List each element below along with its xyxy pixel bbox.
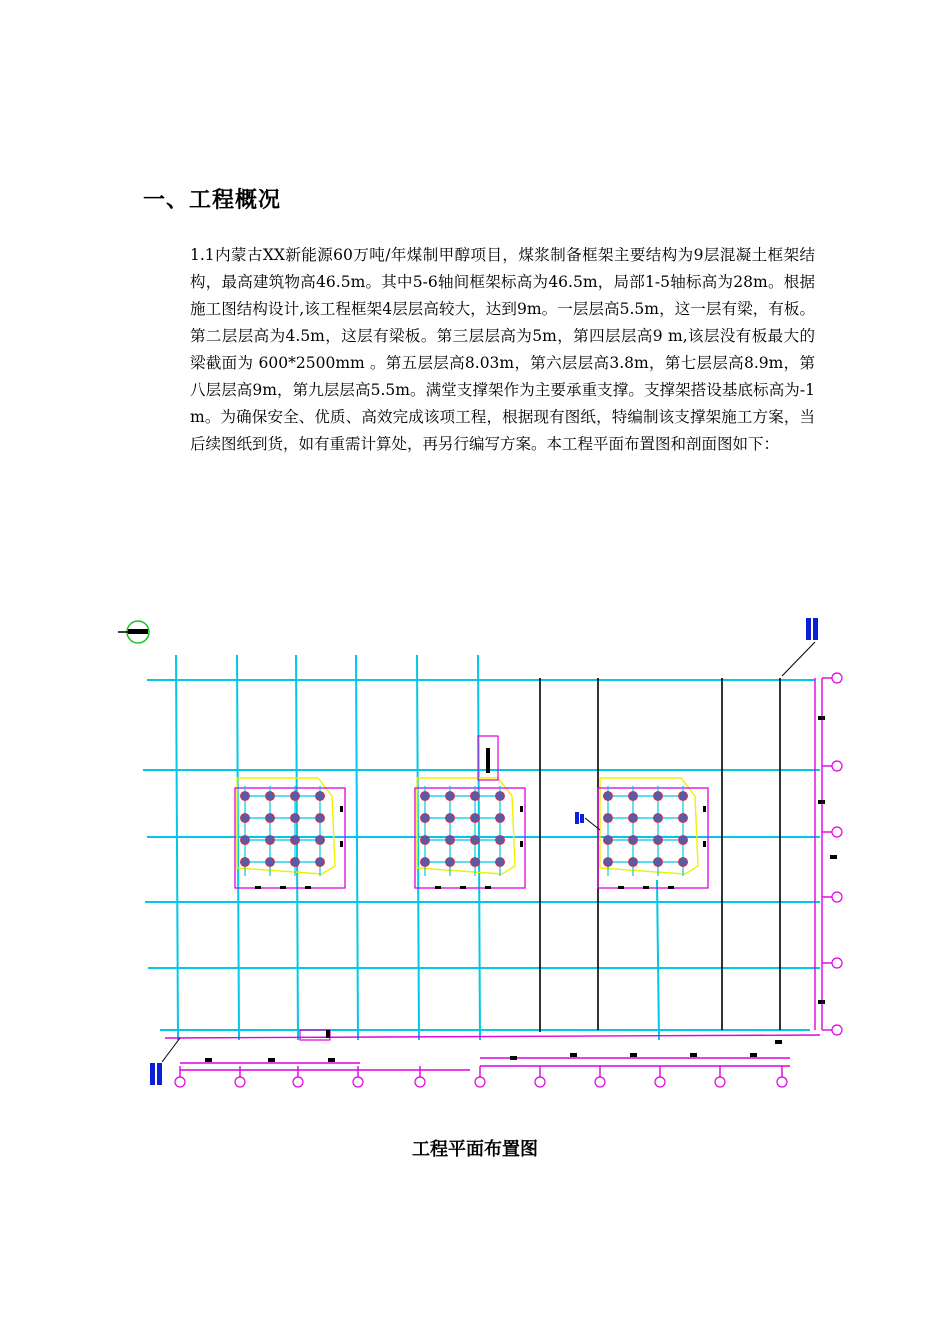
grid-line: [657, 880, 659, 1040]
column: [629, 858, 638, 867]
column: [471, 792, 480, 801]
frame: [300, 1030, 330, 1040]
column: [471, 858, 480, 867]
tick: [340, 806, 343, 812]
tick: [340, 841, 343, 847]
section-heading: 一、工程概况: [143, 188, 282, 213]
axis-bubble: [175, 1077, 185, 1087]
tick: [830, 855, 837, 859]
tick: [326, 1030, 330, 1038]
tick: [328, 1058, 335, 1062]
column: [446, 792, 455, 801]
tick: [643, 886, 649, 889]
column: [266, 858, 275, 867]
axis-bubble: [715, 1077, 725, 1087]
dark-grid-lines: [540, 678, 780, 1032]
figure-caption: 工程平面布置图: [412, 1139, 538, 1160]
tick: [520, 806, 523, 812]
column: [421, 858, 430, 867]
column: [446, 836, 455, 845]
tick: [618, 886, 624, 889]
column: [496, 792, 505, 801]
tick: [268, 1058, 275, 1062]
axis-bubble: [475, 1077, 485, 1087]
column: [446, 858, 455, 867]
column: [446, 814, 455, 823]
column: [629, 836, 638, 845]
tick: [703, 806, 706, 812]
tick: [255, 886, 261, 889]
grid-line: [296, 655, 298, 1040]
column: [679, 792, 688, 801]
tick: [205, 1058, 212, 1062]
column: [471, 836, 480, 845]
column: [629, 814, 638, 823]
grid-line: [478, 655, 480, 1040]
axis-bubble: [832, 958, 842, 968]
column: [291, 858, 300, 867]
column: [654, 792, 663, 801]
grid-line: [176, 655, 178, 1040]
axis-bubble: [353, 1077, 363, 1087]
equipment-block: [235, 778, 345, 889]
tick: [818, 1000, 825, 1004]
column: [654, 858, 663, 867]
column: [654, 836, 663, 845]
axis-bubble: [777, 1077, 787, 1087]
column: [604, 858, 613, 867]
column: [241, 814, 250, 823]
column: [241, 858, 250, 867]
column: [291, 836, 300, 845]
column: [629, 792, 638, 801]
tick: [305, 886, 311, 889]
column: [291, 814, 300, 823]
axis-bubble: [832, 827, 842, 837]
tick: [486, 748, 490, 773]
column: [471, 814, 480, 823]
tick: [690, 1053, 697, 1057]
column: [496, 836, 505, 845]
column: [316, 792, 325, 801]
axis-bubble: [293, 1077, 303, 1087]
tick: [818, 716, 825, 720]
column: [496, 814, 505, 823]
equipment-blocks: [235, 736, 708, 1040]
tick: [460, 886, 466, 889]
plan-drawing: [110, 595, 860, 1115]
small-marker-icon: [575, 812, 600, 830]
column: [421, 814, 430, 823]
tick: [280, 886, 286, 889]
overview-paragraph: 1.1内蒙古XX新能源60万吨/年煤制甲醇项目，煤浆制备框架主要结构为9层混凝土框架结构，最高建筑物高46.5m。其中5-6轴间框架标高为46.5m，局部1-5轴标高为28m。根据施工图结构设计,该工程框架4层层高较大，达到9m。一层层高5.5m，这一层有梁，有板。第二层层高为4.5m，这层有梁板。第三层层高为5m，第四层层高9 m,该层没有板最大的梁截面为 600*2500mm 。第五层层高8.03m，第六层层高3.8m，第七层层高8.9m，第八层层高9m，第九层层高5.5m。满堂支撑架作为主要承重支撑。支撑架搭设基底标高为-1m。为确保安全、优质、高效完成该项工程，根据现有图纸，特编制该支撑架施工方案，当后续图纸到货，如有重需计算处，再另行编写方案。本工程平面布置图和剖面图如下：: [190, 246, 815, 453]
column: [604, 814, 613, 823]
column: [496, 858, 505, 867]
column: [316, 814, 325, 823]
tick: [630, 1053, 637, 1057]
equipment-block: [415, 778, 525, 889]
column: [421, 792, 430, 801]
column: [316, 858, 325, 867]
dimension-ticks: [205, 716, 837, 1062]
axis-bubble: [415, 1077, 425, 1087]
tick: [435, 886, 441, 889]
column: [604, 792, 613, 801]
tick: [750, 1053, 757, 1057]
equipment-block: [598, 778, 708, 889]
tick: [703, 841, 706, 847]
axis-bubble: [655, 1077, 665, 1087]
column: [604, 836, 613, 845]
column: [316, 836, 325, 845]
tick: [510, 1056, 517, 1060]
tick: [570, 1053, 577, 1057]
column: [266, 792, 275, 801]
plan-drawing-svg: [110, 595, 860, 1115]
column: [421, 836, 430, 845]
axis-bubble: [595, 1077, 605, 1087]
column: [266, 836, 275, 845]
dimension-line: [165, 1035, 820, 1038]
column: [291, 792, 300, 801]
axis-bubble: [535, 1077, 545, 1087]
axis-bubble: [235, 1077, 245, 1087]
column: [241, 836, 250, 845]
tick: [818, 800, 825, 804]
axis-bubble: [832, 1025, 842, 1035]
column: [679, 836, 688, 845]
tick: [668, 886, 674, 889]
column: [654, 814, 663, 823]
north-symbol-icon: [118, 621, 149, 643]
column: [241, 792, 250, 801]
axis-bubbles: [175, 673, 842, 1087]
tick: [520, 841, 523, 847]
axis-bubble: [832, 892, 842, 902]
axis-bubble: [832, 761, 842, 771]
section-marker-icon: [150, 618, 818, 1085]
column: [679, 814, 688, 823]
axis-bubble: [832, 673, 842, 683]
tick: [775, 1040, 782, 1044]
grid-line: [356, 655, 358, 1040]
column: [266, 814, 275, 823]
column: [679, 858, 688, 867]
tick: [485, 886, 491, 889]
